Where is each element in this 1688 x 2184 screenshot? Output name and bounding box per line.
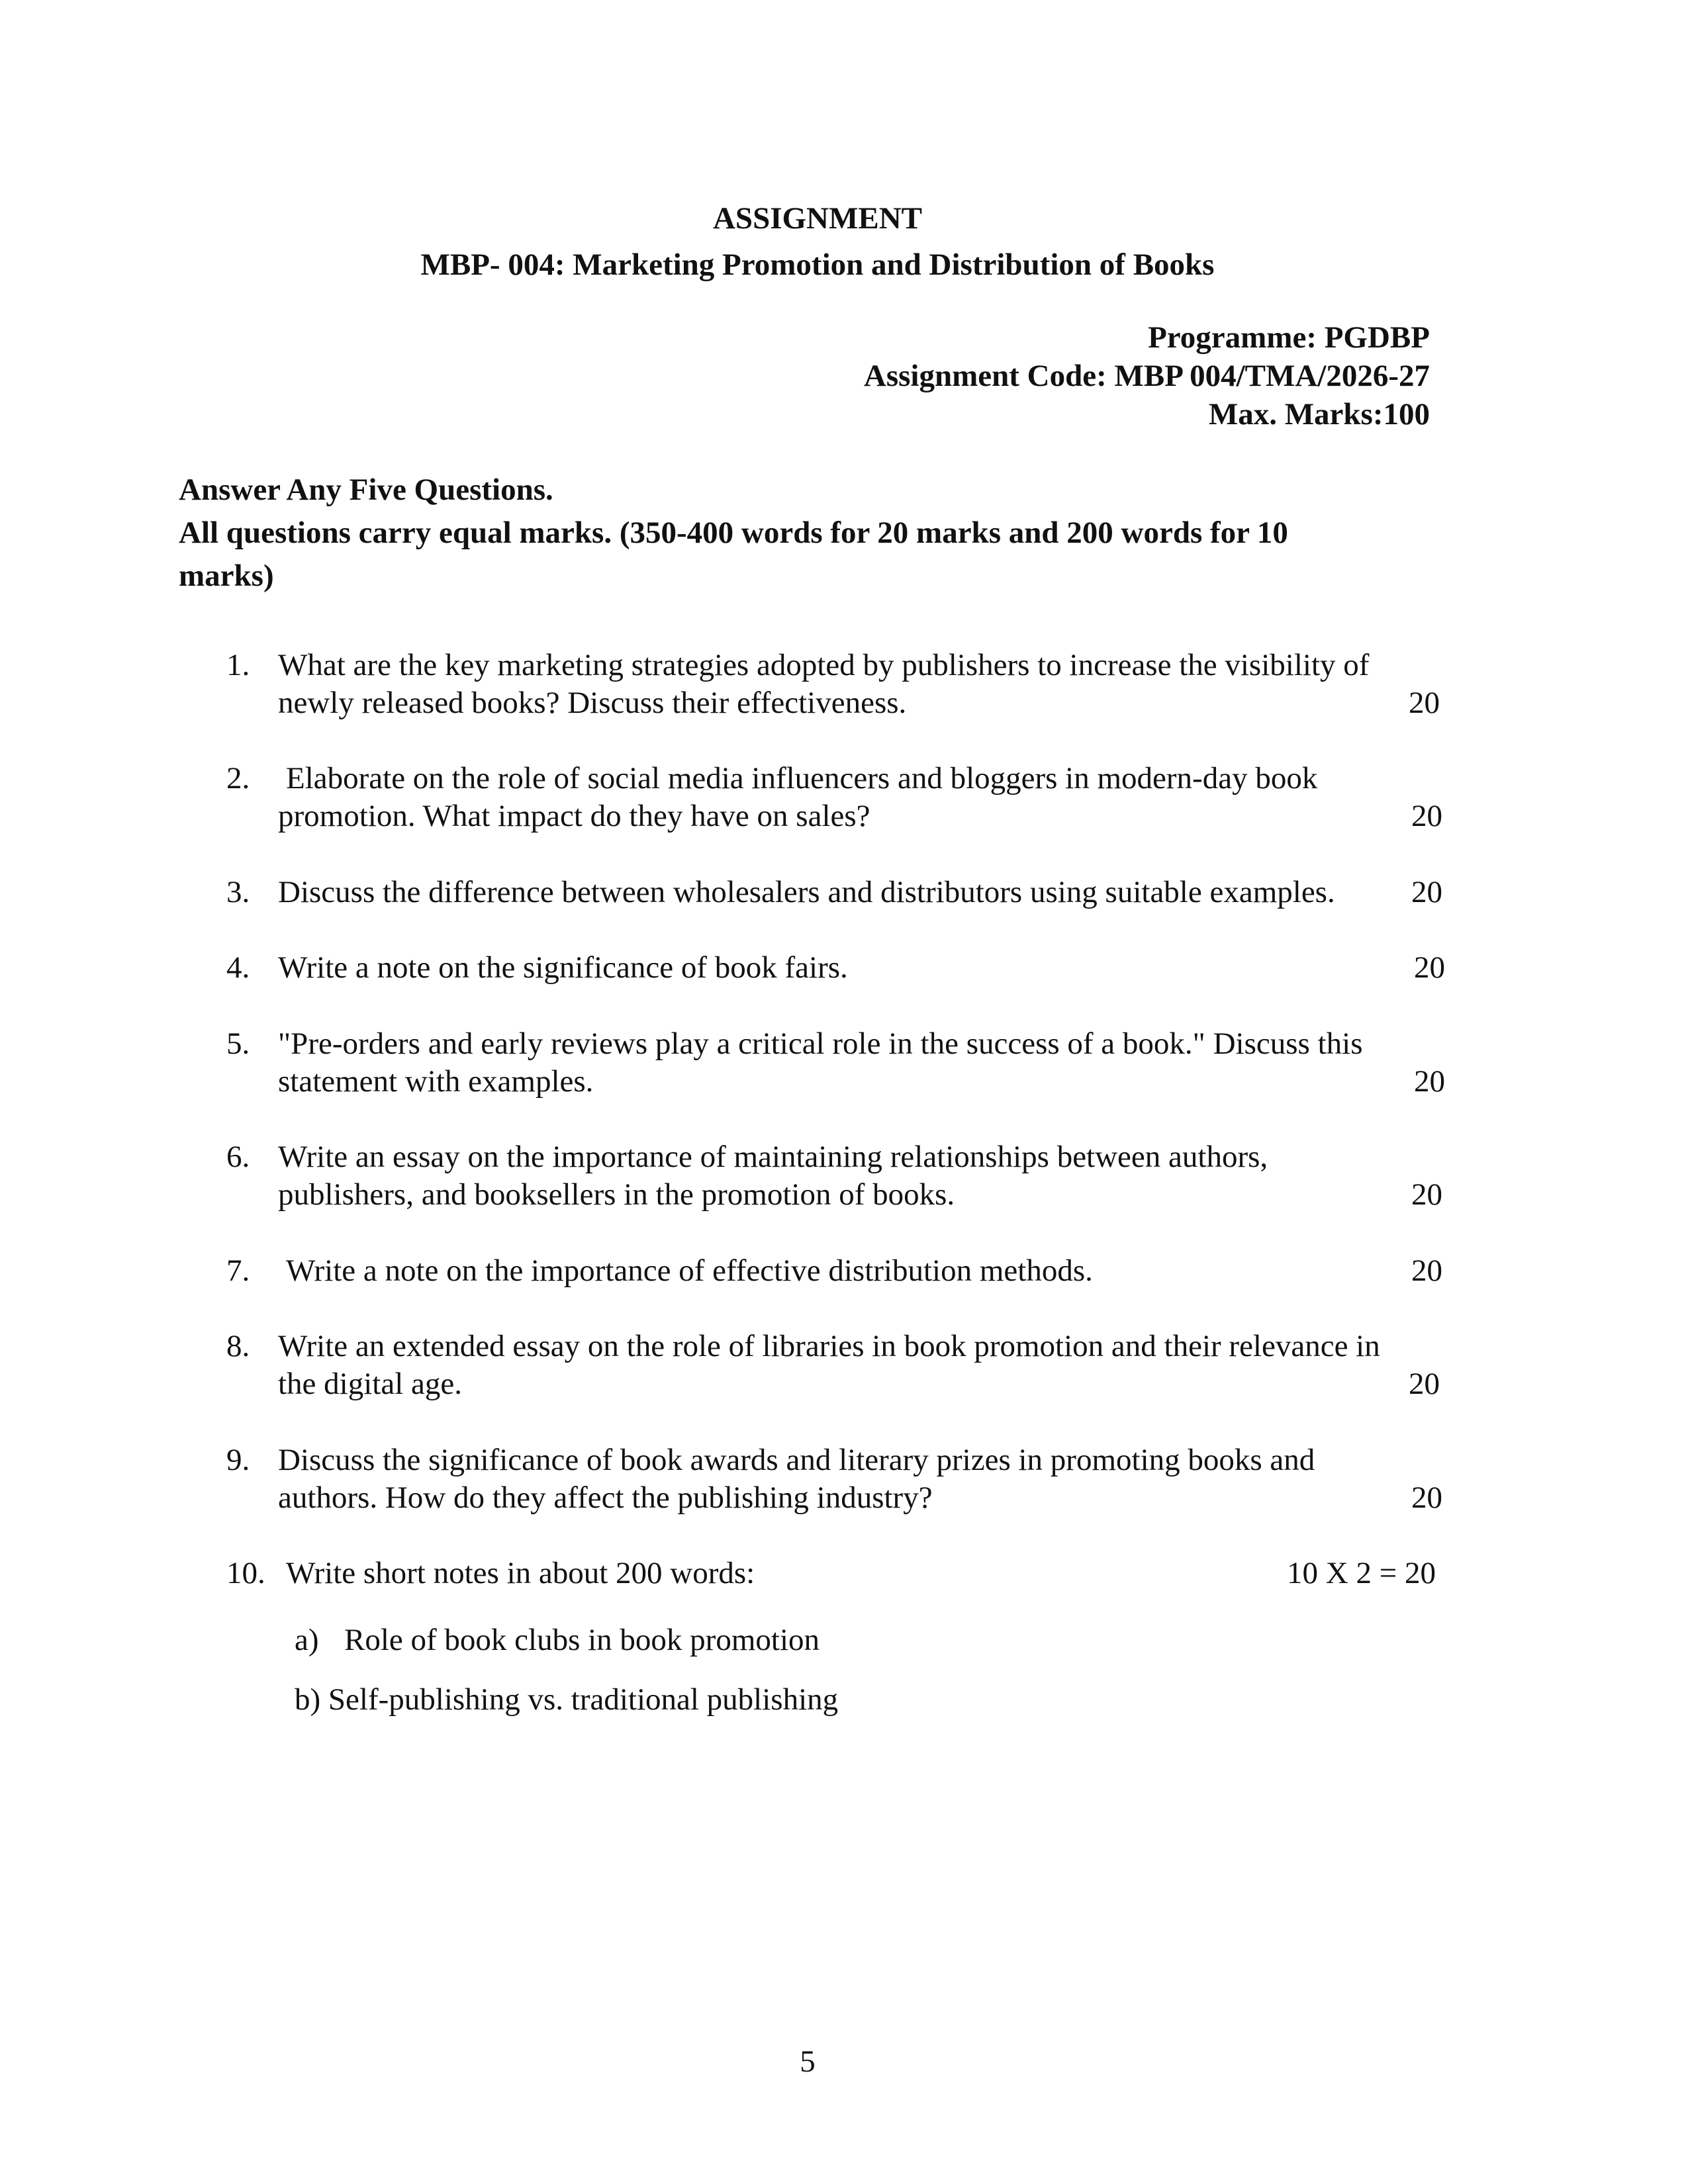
page-title: ASSIGNMENT: [712, 201, 922, 236]
question-text: promotion. What impact do they have on sales?: [278, 799, 870, 833]
question-marks: 20: [1409, 686, 1440, 720]
question-number: 3.: [226, 875, 250, 909]
question-marks: 10 X 2 = 20: [1287, 1556, 1436, 1590]
question-text: Write a note on the significance of book fairs.: [278, 950, 848, 985]
question-marks: 20: [1409, 1367, 1440, 1401]
question-number: 5.: [226, 1026, 250, 1061]
question-text: authors. How do they affect the publishing industry?: [278, 1480, 933, 1515]
question-text: Discuss the significance of book awards and literary prizes in promoting books and: [278, 1443, 1315, 1477]
sub-item-text: Role of book clubs in book promotion: [344, 1623, 820, 1657]
question-text: Discuss the difference between wholesalers and distributors using suitable examples.: [278, 875, 1335, 909]
instruction-answer-any: Answer Any Five Questions.: [179, 473, 553, 507]
instruction-equal-marks-cont: marks): [179, 559, 274, 593]
question-marks: 20: [1411, 1253, 1442, 1288]
question-marks: 20: [1414, 950, 1445, 985]
assignment-code-label: Assignment Code: MBP 004/TMA/2026-27: [863, 359, 1430, 393]
programme-label: Programme: PGDBP: [1148, 320, 1430, 355]
question-text: What are the key marketing strategies adopted by publishers to increase the visibility of: [278, 648, 1370, 682]
max-marks-label: Max. Marks:100: [1208, 397, 1430, 432]
question-text: Write an essay on the importance of maintaining relationships between authors,: [278, 1140, 1268, 1174]
question-number: 2.: [226, 761, 250, 796]
question-text: "Pre-orders and early reviews play a critical role in the success of a book." Discuss this: [278, 1026, 1363, 1061]
sub-item-text: b) Self-publishing vs. traditional publishing: [295, 1682, 839, 1717]
question-number: 6.: [226, 1140, 250, 1174]
question-text: statement with examples.: [278, 1064, 594, 1099]
question-text: Elaborate on the role of social media influencers and bloggers in modern-day book: [286, 761, 1318, 796]
question-number: 4.: [226, 950, 250, 985]
question-marks: 20: [1411, 1177, 1442, 1212]
question-marks: 20: [1411, 875, 1442, 909]
question-text: Write an extended essay on the role of libraries in book promotion and their relevance in: [278, 1329, 1380, 1363]
question-text: newly released books? Discuss their effectiveness.: [278, 686, 907, 720]
question-text: publishers, and booksellers in the promotion of books.: [278, 1177, 955, 1212]
question-number: 10.: [226, 1556, 265, 1590]
page-number: 5: [800, 2044, 816, 2079]
question-text: the digital age.: [278, 1367, 462, 1401]
question-number: 8.: [226, 1329, 250, 1363]
question-number: 7.: [226, 1253, 250, 1288]
question-marks: 20: [1414, 1064, 1445, 1099]
question-text: Write short notes in about 200 words:: [286, 1556, 755, 1590]
question-number: 1.: [226, 648, 250, 682]
instruction-equal-marks: All questions carry equal marks. (350-400 words for 20 marks and 200 words for 10: [179, 516, 1288, 550]
question-text: Write a note on the importance of effective distribution methods.: [286, 1253, 1093, 1288]
question-number: 9.: [226, 1443, 250, 1477]
sub-item-label: a): [295, 1623, 319, 1657]
question-marks: 20: [1411, 1480, 1442, 1515]
question-marks: 20: [1411, 799, 1442, 833]
course-title: MBP- 004: Marketing Promotion and Distribution of Books: [420, 248, 1215, 282]
